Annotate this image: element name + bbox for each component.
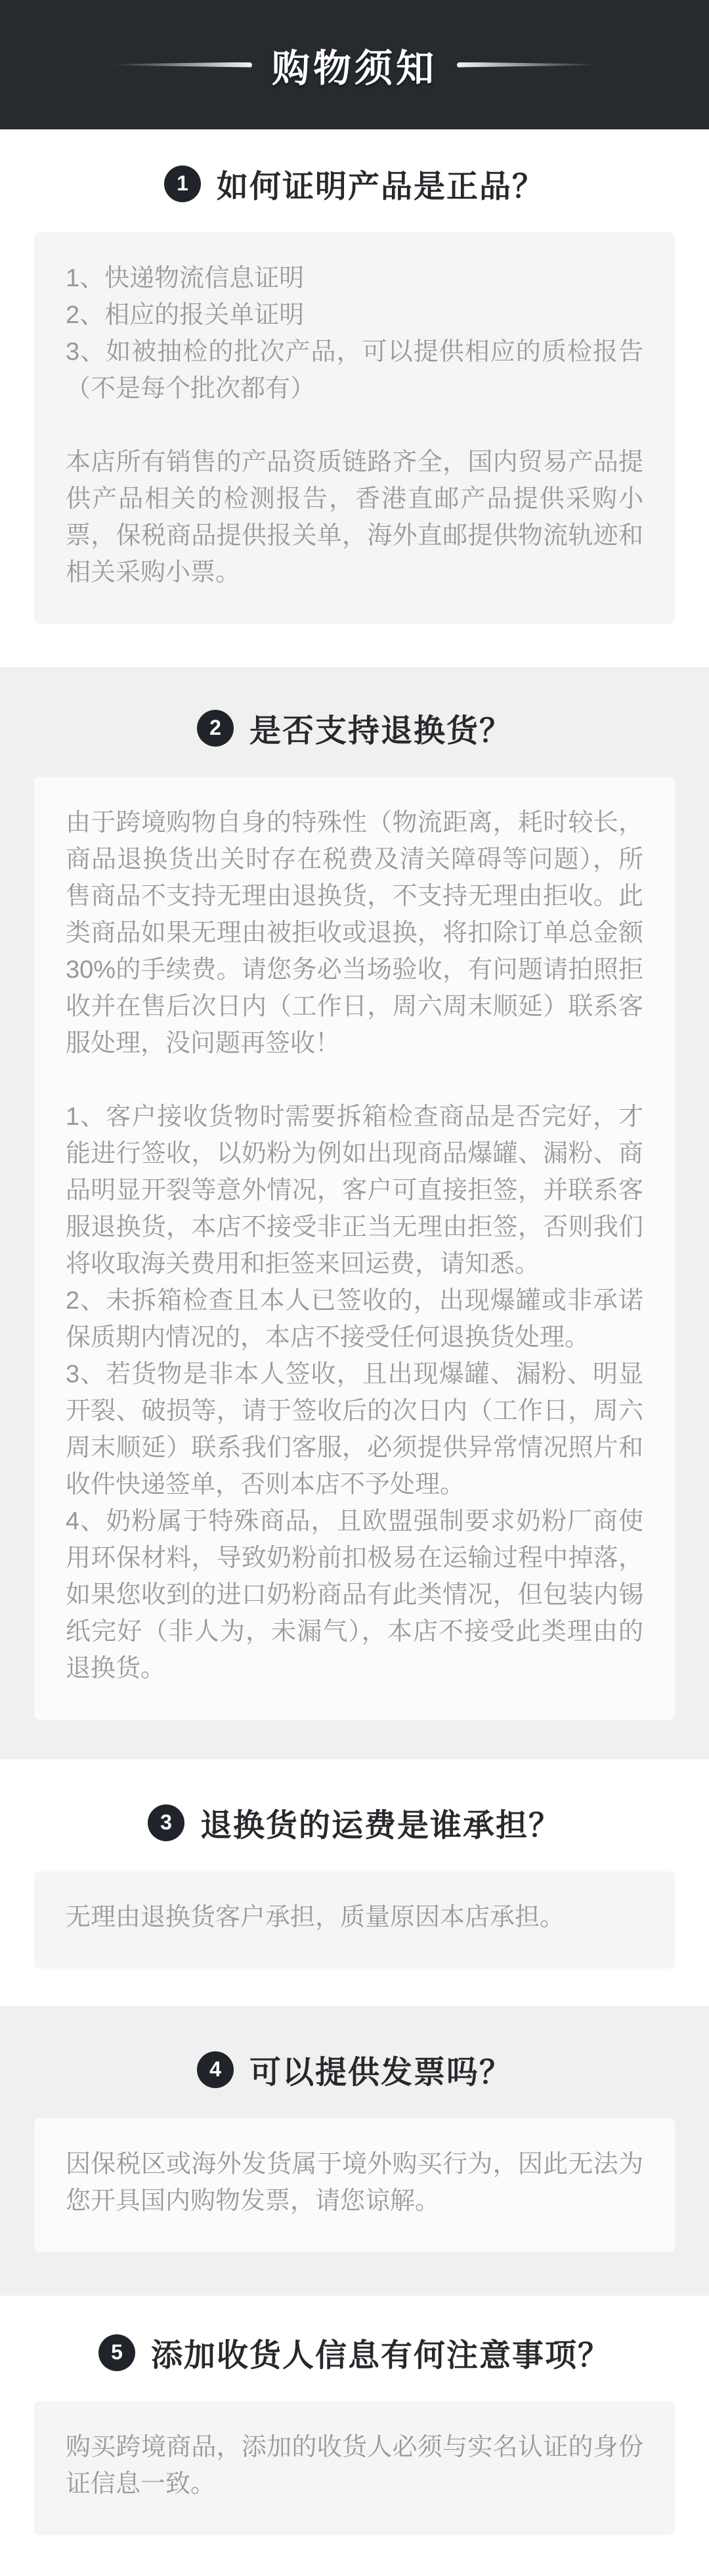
section-title: 退换货的运费是谁承担？ (200, 1808, 561, 1843)
section-recipient-info (0, 2296, 709, 2576)
section-number-badge: 2 (197, 710, 234, 747)
paragraph-gap (66, 407, 643, 444)
section-content-box (34, 777, 675, 1720)
section-number-badge: 3 (148, 1804, 184, 1841)
box-paragraph: 本店所有销售的产品资质链路齐全，国内贸易产品提供产品相关的检测报告，香港直邮产品提供采购小票，保税商品提供报关单，海外直邮提供物流轨迹和相关采购小票。 (66, 448, 643, 586)
paragraph-gap (66, 1062, 643, 1099)
section-returns-policy (0, 667, 709, 1759)
section-number-badge: 5 (98, 2334, 135, 2371)
title-decor-line-right-icon (457, 62, 596, 68)
box-paragraph: 3、若货物是非本人签收，且出现爆罐、漏粉、明显开裂、破损等，请于签收后的次日内（工作日，周六周末顺延）联系我们客服，必须提供异常情况照片和收件快递签单，否则本店不予处理。 (66, 1361, 643, 1498)
section-title-row (0, 705, 709, 751)
section-content-box (34, 232, 675, 624)
box-paragraph: 2、未拆箱检查且本人已签收的，出现爆罐或非承诺保质期内情况的，本店不接受任何退换货处理。 (66, 1287, 643, 1351)
section-number-badge: 1 (164, 165, 201, 202)
box-paragraph: 4、奶粉属于特殊商品，且欧盟强制要求奶粉厂商使用环保材料，导致奶粉前扣极易在运输过程中掉落，如果您收到的进口奶粉商品有此类情况，但包装内锡纸完好（非人为，未漏气），本店不接受此类理由的退换货。 (66, 1508, 643, 1682)
section-return-shipping-fee (0, 1759, 709, 2006)
section-title-row (0, 161, 709, 206)
section-invoice (0, 2006, 709, 2296)
section-authenticity (0, 129, 709, 667)
box-paragraph: 由于跨境购物自身的特殊性（物流距离，耗时较长，商品退换货出关时存在税费及清关障碍等问题），所售商品不支持无理由退换货，不支持无理由拒收。此类商品如果无理由被拒收或退换，将扣除订单总金额30%的手续费。请您务必当场验收，有问题请拍照拒收并在售后次日内（工作日，周六周末顺延）联系客服处理，没问题再签收！ (66, 809, 643, 1057)
box-paragraph: 因保税区或海外发货属于境外购买行为，因此无法为您开具国内购物发票，请您谅解。 (66, 2150, 643, 2215)
box-paragraph: 3、如被抽检的批次产品，可以提供相应的质检报告（不是每个批次都有） (66, 338, 643, 403)
section-content-box (34, 2118, 675, 2252)
page-title: 购物须知 (271, 47, 437, 90)
section-content-box (34, 2401, 675, 2535)
box-paragraph: 无理由退换货客户承担，质量原因本店承担。 (66, 1904, 565, 1931)
section-title-row (0, 2330, 709, 2375)
section-title-row (0, 2047, 709, 2092)
section-number-badge: 4 (197, 2051, 234, 2088)
box-paragraph: 购买跨境商品，添加的收货人必须与实名认证的身份证信息一致。 (66, 2434, 643, 2498)
section-title: 添加收货人信息有何注意事项？ (150, 2338, 611, 2373)
section-title-row (0, 1800, 709, 1845)
title-decor-line-left-icon (113, 62, 252, 68)
section-content-box (34, 1871, 675, 1969)
box-paragraph: 1、客户接收货物时需要拆箱检查商品是否完好，才能进行签收，以奶粉为例如出现商品爆罐、漏粉、商品明显开裂等意外情况，客户可直接拒签，并联系客服退换货，本店不接受非正当无理由拒签，否则我们将收取海关费用和拒签来回运费，请知悉。 (66, 1103, 643, 1278)
page-header (0, 0, 709, 129)
section-title: 是否支持退换货？ (249, 714, 512, 749)
section-title: 可以提供发票吗？ (249, 2055, 512, 2090)
box-paragraph: 2、相应的报关单证明 (66, 301, 305, 329)
section-title: 如何证明产品是正品？ (216, 169, 545, 204)
box-paragraph: 1、快递物流信息证明 (66, 265, 305, 292)
